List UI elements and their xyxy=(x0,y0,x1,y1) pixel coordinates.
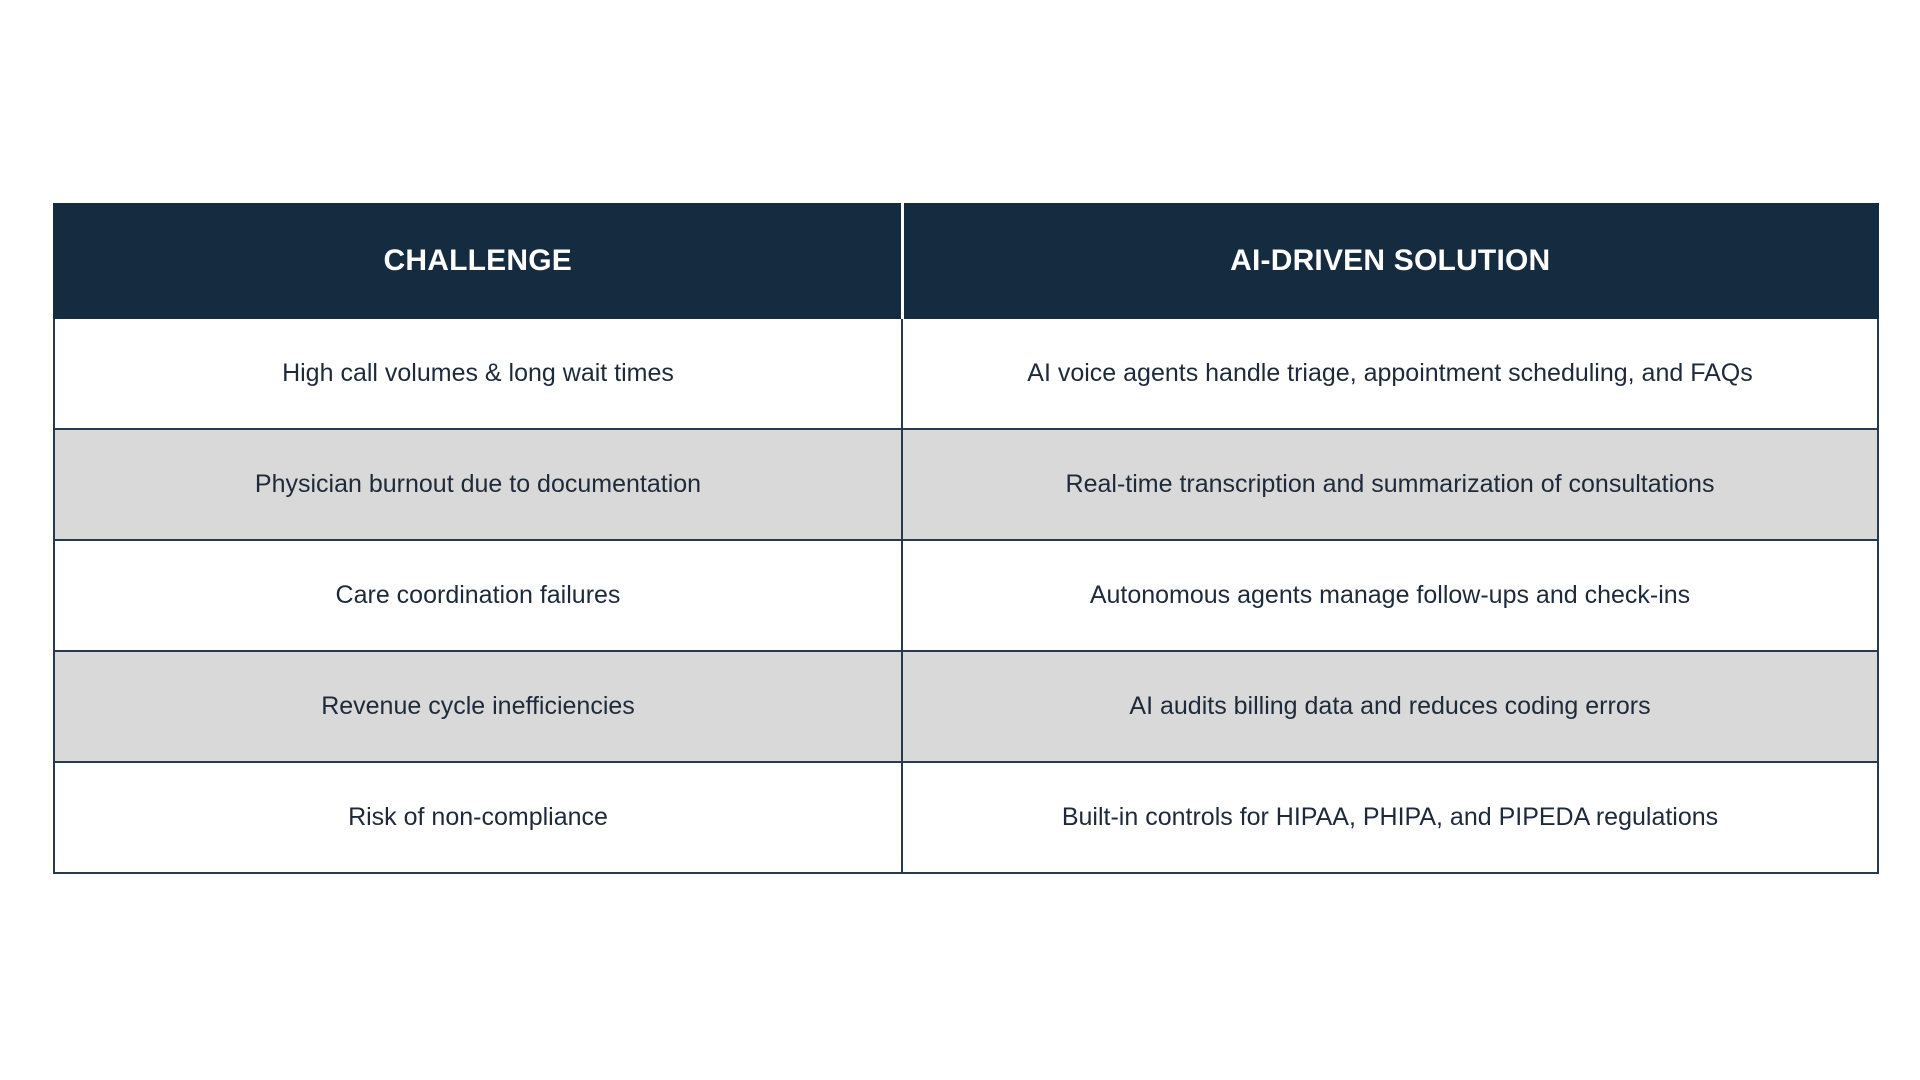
table-row xyxy=(54,651,1878,762)
challenge-cell: Revenue cycle inefficiencies xyxy=(54,651,902,762)
challenge-cell: Care coordination failures xyxy=(54,540,902,651)
table-row xyxy=(54,429,1878,540)
table-header-row xyxy=(54,204,1878,318)
challenge-solution-table xyxy=(53,203,1879,874)
solution-cell: Autonomous agents manage follow-ups and check-ins xyxy=(902,540,1878,651)
solution-cell: Built-in controls for HIPAA, PHIPA, and PIPEDA regulations xyxy=(902,762,1878,873)
challenge-cell: Physician burnout due to documentation xyxy=(54,429,902,540)
table-row xyxy=(54,540,1878,651)
solution-cell: AI audits billing data and reduces coding errors xyxy=(902,651,1878,762)
challenge-cell: Risk of non-compliance xyxy=(54,762,902,873)
table-row xyxy=(54,762,1878,873)
solution-cell: Real-time transcription and summarization of consultations xyxy=(902,429,1878,540)
solution-cell: AI voice agents handle triage, appointment scheduling, and FAQs xyxy=(902,318,1878,429)
challenge-solution-table-container xyxy=(53,203,1877,874)
table-row xyxy=(54,318,1878,429)
header-ai-driven-solution: AI-DRIVEN SOLUTION xyxy=(902,204,1878,318)
header-challenge: CHALLENGE xyxy=(54,204,902,318)
challenge-cell: High call volumes & long wait times xyxy=(54,318,902,429)
